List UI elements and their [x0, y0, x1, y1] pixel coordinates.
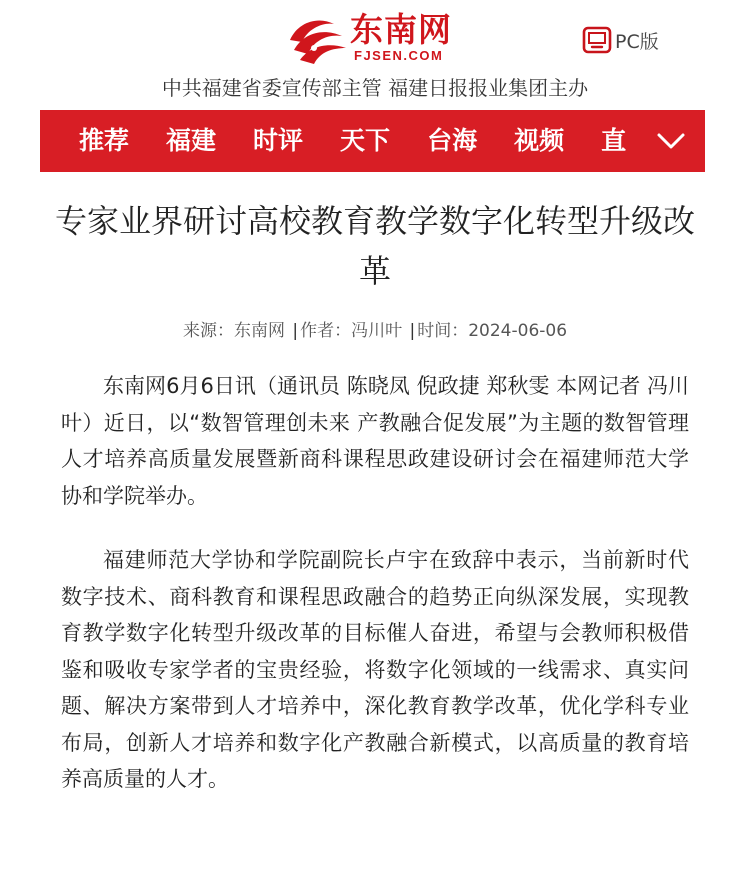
- logo-text-en: FJSEN.COM: [354, 48, 444, 63]
- nav-item-fujian[interactable]: 福建: [166, 126, 217, 155]
- top-bar: [0, 0, 750, 72]
- article-paragraph: 福建师范大学协和学院副院长卢宇在致辞中表示，当前新时代数字技术、商科教育和课程思政融合的趋势正向纵深发展，实现教育教学数字化转型升级改革的目标催人奋进，希望与会教师积极借鉴和吸收专家学者的宝贵经验，将数字化领域的一线需求、真实问题、解决方案带到人才培养中，深化教育教学改革，优化学科专业布局，创新人才培养和数字化产教融合新模式，以高质量的教育培养高质量的人才。: [61, 548, 689, 791]
- nav-item-live[interactable]: 直: [601, 126, 627, 155]
- source-value: 东南网: [233, 321, 285, 341]
- pc-version-link[interactable]: [582, 24, 659, 56]
- chevron-down-icon: [656, 131, 686, 151]
- pc-version-label: PC版: [615, 30, 659, 53]
- logo-text-cn: 东南网: [350, 10, 452, 49]
- nav-item-video[interactable]: 视频: [514, 126, 565, 155]
- logo-mark-icon: [284, 10, 348, 66]
- author-label: 作者：: [300, 321, 352, 341]
- article-meta: [0, 318, 750, 344]
- site-logo[interactable]: [284, 10, 464, 66]
- article-title: 专家业界研讨高校教育教学数字化转型升级改革: [54, 202, 695, 290]
- time-value: 2024-06-06: [468, 321, 568, 341]
- nav-expand-button[interactable]: [637, 110, 705, 172]
- author-value: 冯川叶: [351, 321, 403, 341]
- channel-nav-items: [40, 110, 626, 172]
- time-label: 时间：: [417, 321, 469, 341]
- article-paragraph: 东南网6月6日讯（通讯员 陈晓凤 倪政捷 郑秋雯 本网记者 冯川叶）近日，以“数智管理创未来 产教融合促发展”为主题的数智管理人才培养高质量发展暨新商科课程思政建设研讨会在福建师范大学协和学院举办。: [61, 374, 689, 508]
- sponsor-line: 中共福建省委宣传部主管 福建日报报业集团主办: [161, 76, 589, 100]
- channel-nav: [40, 110, 705, 172]
- nav-item-recommend[interactable]: 推荐: [79, 126, 130, 155]
- meta-divider: |: [409, 321, 416, 341]
- monitor-icon: [582, 25, 612, 55]
- nav-item-taiwan-strait[interactable]: 台海: [427, 126, 478, 155]
- article-body: [61, 368, 689, 826]
- source-label: 来源：: [182, 321, 234, 341]
- nav-item-commentary[interactable]: 时评: [253, 126, 304, 155]
- meta-divider: |: [292, 321, 299, 341]
- nav-item-world[interactable]: 天下: [340, 126, 391, 155]
